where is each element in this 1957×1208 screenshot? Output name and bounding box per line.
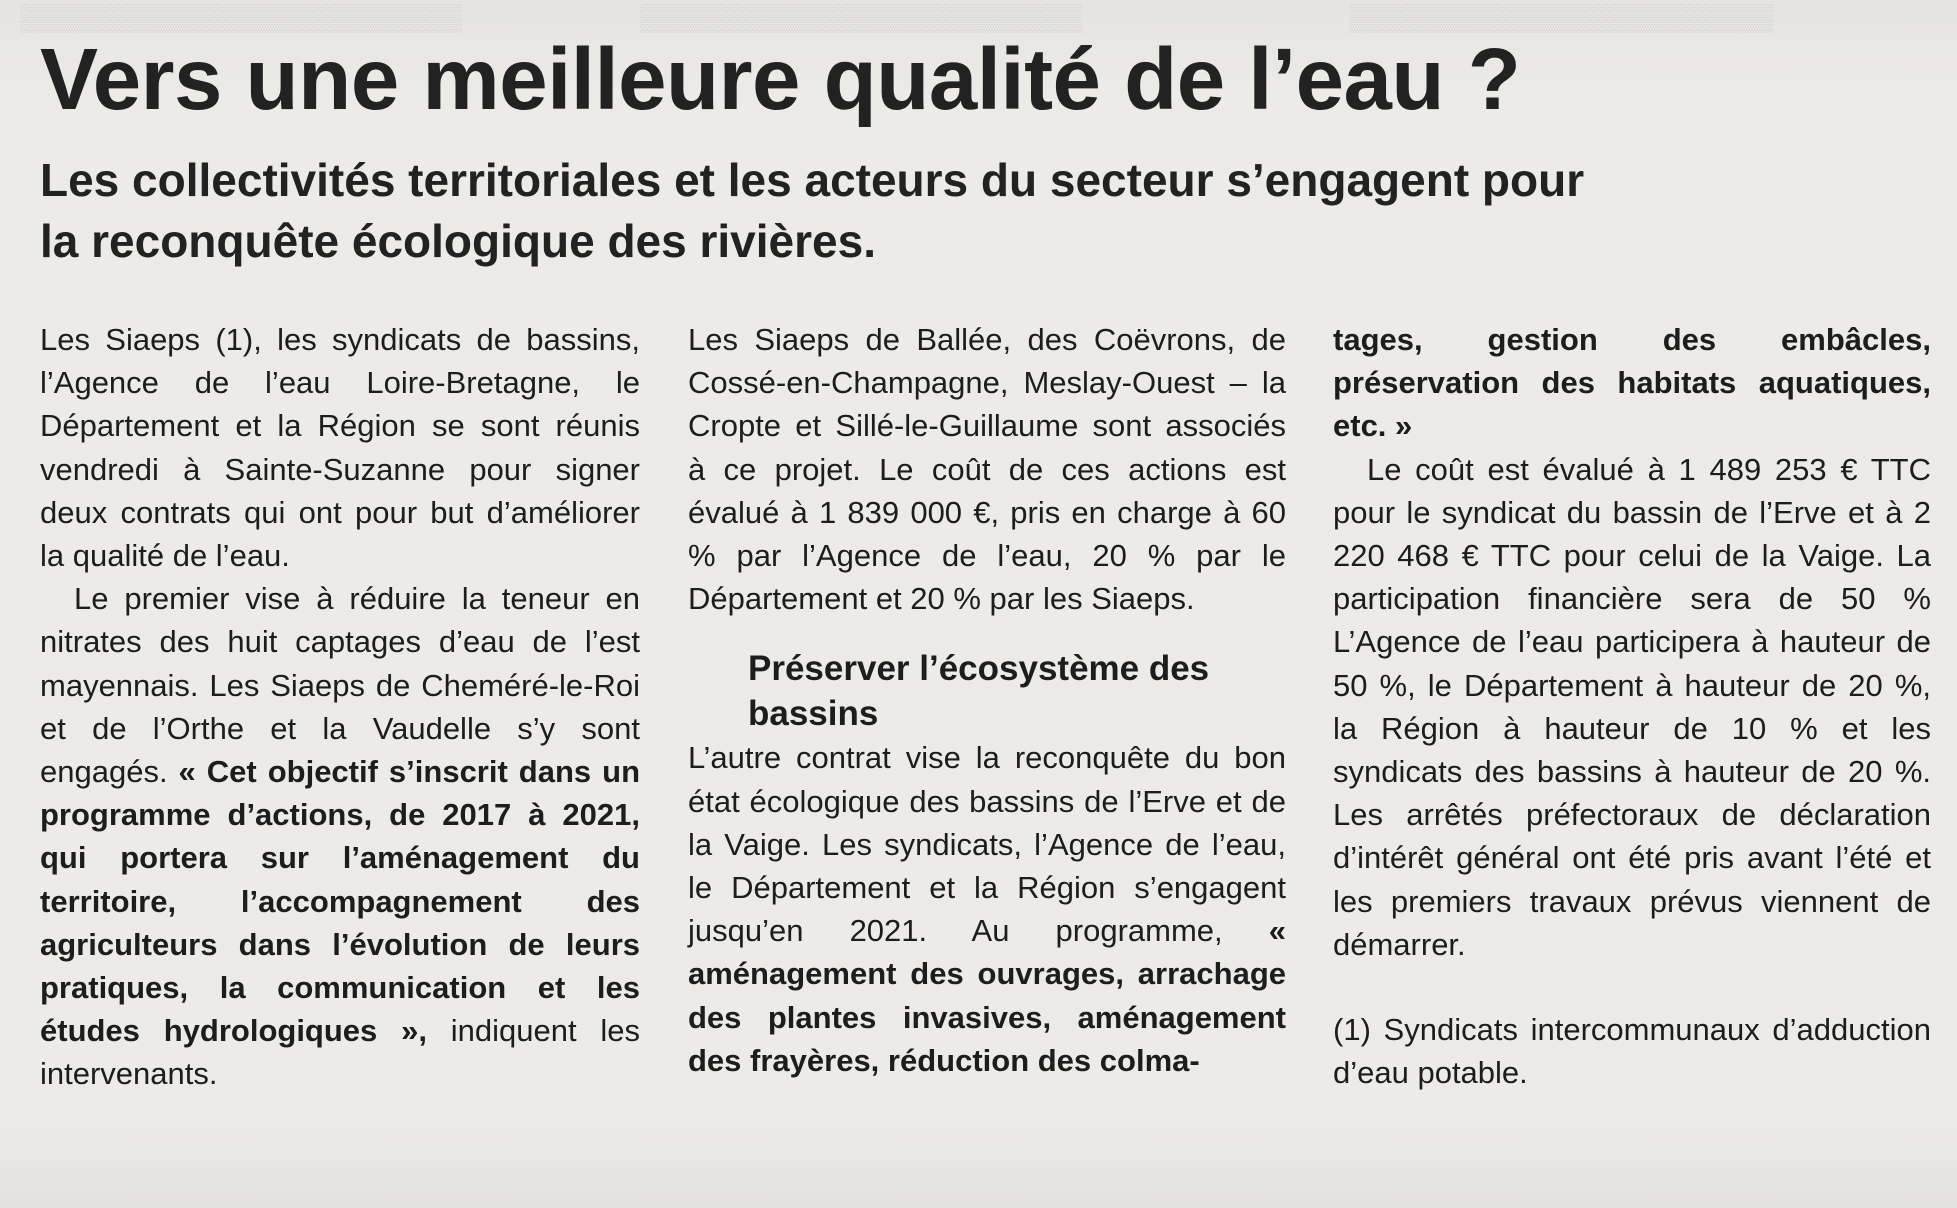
article-column-1 [40, 318, 640, 1096]
quote-bold: « aménagement des ouvrages, arrachage des plantes invasives, aménagement des frayères, réduction des colma- [688, 913, 1286, 1078]
footnote: (1) Syndicats intercommunaux d’adduction d’eau potable. [1333, 1012, 1931, 1091]
quote-bold: « Cet objectif s’inscrit dans un programme d’actions, de 2017 à 2021, qui portera sur l’aménagement du territoire, l’accompagnement des agriculteurs dans l’évolution de leurs pratiques, la communication et les études hydrologiques », [40, 754, 640, 1049]
paragraph-text: indiquent les intervenants. [40, 1013, 640, 1092]
paragraph: Le coût est évalué à 1 489 253 € TTC pour le syndicat du bassin de l’Erve et à 2 220 468 € TTC pour celui de la Vaige. La participation financière sera de 50 % L’Agence de l’eau participera à hauteur de 50 %, le Département à hauteur de 20 %, la Région à hauteur de 10 % et les syndicats des bassins à hauteur de 20 %. Les arrêtés préfectoraux de déclaration d’intérêt général ont été pris avant l’été et les premiers travaux prévus viennent de démarrer. [1333, 451, 1931, 962]
section-subtitle: Préserver l’écosystème des bassins [748, 649, 1210, 734]
bleed-through-texture: ▒▒▒▒▒▒▒▒▒▒▒▒▒▒▒▒▒▒▒▒▒▒▒▒ [640, 2, 1083, 32]
paragraph: Les Siaeps (1), les syndicats de bassins, l’Agence de l’eau Loire-Bretagne, le Département et la Région se sont réunis vendredi à Sainte-Suzanne pour signer deux contrats qui ont pour but d’améliorer la qualité de l’eau. [40, 322, 640, 574]
paragraph [688, 736, 1286, 1082]
paragraph [40, 577, 640, 1095]
article-column-3 [1333, 318, 1931, 1094]
article-headline: Vers une meilleure qualité de l’eau ? [40, 31, 1521, 128]
paragraph-text: Le premier vise à réduire la teneur en nitrates des huit captages d’eau de l’est mayennais. Les Siaeps de Cheméré-le-Roi et de l’Orthe et la Vaudelle s’y sont engagés. [40, 581, 640, 790]
paragraph-text: L’autre contrat vise la reconquête du bon état écologique des bassins de l’Erve et de la Vaige. Les syndicats, l’Agence de l’eau, le Département et la Région s’engagent jusqu’en 2021. Au programme, [688, 740, 1286, 949]
bleed-through-texture: ▒▒▒▒▒▒▒▒▒▒▒▒▒▒▒▒▒▒▒▒▒▒▒ [1350, 2, 1774, 32]
article-column-2 [688, 318, 1286, 1082]
bleed-through-texture: ▒▒▒▒▒▒▒▒▒▒▒▒▒▒▒▒▒▒▒▒▒▒▒▒ [20, 2, 463, 32]
article-subhead: Les collectivités territoriales et les acteurs du secteur s’engagent pour la reconquête écologique des rivières. [40, 154, 1585, 267]
quote-bold: tages, gestion des embâcles, préservation des habitats aquatiques, etc. » [1333, 322, 1931, 444]
paragraph: Les Siaeps de Ballée, des Coëvrons, de Cossé-en-Champagne, Meslay-Ouest – la Cropte et Sillé-le-Guillaume sont associés à ce projet. Le coût de ces actions est évalué à 1 839 000 €, pris en charge à 60 % par l’Agence de l’eau, 20 % par le Département et 20 % par les Siaeps. [688, 322, 1286, 617]
